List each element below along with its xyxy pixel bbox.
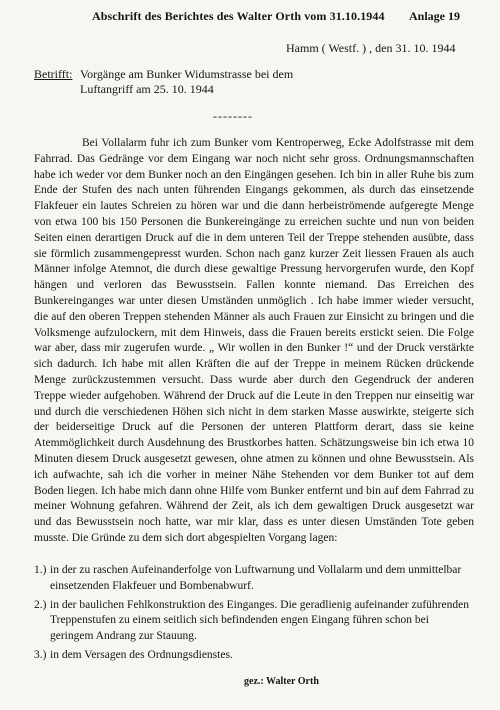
subject-label: Betrifft: <box>34 67 73 81</box>
list-item <box>34 598 474 645</box>
subject-block <box>34 67 474 97</box>
signature: gez.: Walter Orth <box>244 676 319 687</box>
list-item-number: 3.) <box>34 648 47 661</box>
subject-line-2: Luftangriff am 25. 10. 1944 <box>80 82 214 96</box>
annex-label: Anlage 19 <box>409 9 460 23</box>
list-item-number: 1.) <box>34 564 47 576</box>
separator: -------- <box>213 109 253 123</box>
list-item <box>34 563 474 595</box>
list-item-number: 2.) <box>34 598 47 611</box>
list-item-text: in der baulichen Fehlkonstruktion des Einganges. Die geradlienig aufeinander zuführenden Treppenstufen zu einem seitlich sich befindenden engen Eingang führen schon bei geringem Andrang zur Stauung. <box>50 598 469 643</box>
list-item <box>34 648 474 664</box>
subject-line-1: Vorgänge am Bunker Widumstrasse bei dem <box>80 67 294 81</box>
list-item-text: in der zu raschen Aufeinanderfolge von Luftwarnung und Vollalarm und dem unmittelbar einsetzenden Flakfeuer und Bombenabwurf. <box>50 564 462 592</box>
report-body: Bei Vollalarm fuhr ich zum Bunker vom Kentroperweg, Ecke Adolfstrasse mit dem Fahrrad. Das Gedränge vor dem Eingang war noch nicht sehr gross. Ordnungsmannschaften habe ich weder vor dem Bunker noch an den Eingängen gesehen. Ich bin in aller Ruhe bis zum Ende der Stufen des nach unten führenden Eingangs gekommen, als durch das einsetzende Flakfeuer ein lautes Schreien zu hören war und die dann herbeiströmende aufgeregte Menge von etwa 100 bis 150 Personen die Bunkereingänge zu erreichen suchte und nun von beiden Seiten einen derartigen Druck auf die in dem unteren Teil der Treppe stehenden ausübte, dass sie förmlich zusammengepresst wurden. Schon nach ganz kurzer Zeit liessen Frauen als auch Männer infolge Atemnot, die durch diese gewaltige Pressung hervorgerufen wurde, den Kopf hängen und verloren das Bewusstsein. Fallen konnte niemand. Das Erreichen des Bunkereinganges war unter diesen Umständen unmöglich . Ich habe immer wieder versucht, die auf den oberen Treppen stehenden Männer als auch Frauen zur Einsicht zu bringen und die Volksmenge aufzulockern, mit dem Hinweis, dass die Frauen bereits erstickt seien. Die Folge war aber, dass mir zugerufen wurde. „ Wir wollen in den Bunker !“ und der Druck verstärkte sich dadurch. Ich habe mit allen Kräften die auf der Treppe in meinem Rücken drückende Menge zurückzustemmen versucht. Dass wurde aber durch den Gegendruck der anderen Treppe wieder aufgehoben. Während der Druck auf die Leute in den Treppen nur einseitig war und durch die verschiedenen Höhen sich nicht in dem starken Masse auswirkte, steigerte sich der beiderseitige Druck auf die Personen der unteren Plattform derart, dass sie keine Atemmöglichkeit durch Ausdehnung des Brustkorbes hatten. Schätzungsweise bin ich etwa 10 Minuten diesem Druck ausgesetzt gewesen, ohne atmen zu können und ohne Bewusstsein. Als ich aufwachte, sah ich die vorher in meiner Nähe Stehenden vor dem Bunker tot auf dem Boden liegen. Ich habe mich dann ohne Hilfe vom Bunker entfernt und bin auf dem Fahrrad zu meiner Wohnung gefahren. Während der Zeit, als ich dem gewaltigen Druck ausgesetzt war und das Bewusstsein noch hatte, war mir klar, dass es unter diesen Umständen Tote geben musste. Die Gründe zu dem sich dort abgespielten Vorgang lagen: <box>34 137 474 544</box>
list-item-text: in dem Versagen des Ordnungsdienstes. <box>50 648 233 661</box>
place-date: Hamm ( Westf. ) , den 31. 10. 1944 <box>286 41 456 55</box>
document-title: Abschrift des Berichtes des Walter Orth vom 31.10.1944 <box>92 9 385 23</box>
reasons-list <box>34 563 474 667</box>
